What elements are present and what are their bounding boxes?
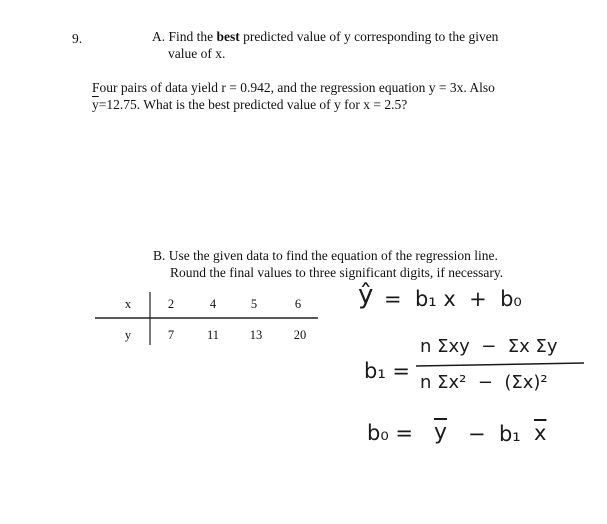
part-a-suffix: predicted value of y corresponding to the given (239, 29, 499, 44)
table-y-value: 20 (293, 328, 307, 342)
table-x-value: 6 (294, 297, 302, 311)
table-x-value: 4 (209, 297, 217, 311)
part-a-body-line2-rest: =12.75. What is the best predicted value of y for x = 2.5? (98, 97, 408, 112)
xbar-handwritten: $\overline{x}$ (534, 421, 547, 445)
ybar-handwritten: $\overline{y}$ (434, 420, 448, 445)
table-y-label: y (124, 328, 132, 342)
b1-numerator: n Σxy − Σx Σy (420, 336, 558, 357)
part-a-bold: best (216, 29, 240, 44)
part-a-heading-line2: value of x. (168, 46, 226, 61)
part-b-line1: B. Use the given data to find the equation of the regression line. (153, 248, 498, 263)
problem-number: 9. (72, 31, 83, 46)
table-x-value: 2 (167, 297, 175, 311)
regression-equation: = b₁ x + b₀ (384, 287, 522, 311)
part-b-line2: Round the final values to three significant digits, if necessary. (170, 265, 504, 280)
b0-label: b₀ = (367, 421, 414, 445)
table-y-value: 13 (249, 328, 263, 342)
b1-denominator: n Σx² − (Σx)² (420, 372, 548, 393)
table-x-label: x (124, 297, 132, 311)
part-a-prefix: A. Find the (152, 29, 217, 44)
table-y-value: 7 (167, 328, 175, 342)
table-y-value: 11 (206, 328, 220, 342)
table-x-value: 5 (250, 297, 258, 311)
ybar-symbol: $\overline{y}$ (92, 97, 99, 112)
part-a-body-line1: Four pairs of data yield r = 0.942, and the regression equation y = 3x. Also (92, 80, 495, 95)
b1-label: b₁ = (364, 359, 411, 383)
yhat-symbol: ŷ (358, 280, 374, 310)
minus-b1: − b₁ (468, 422, 521, 446)
